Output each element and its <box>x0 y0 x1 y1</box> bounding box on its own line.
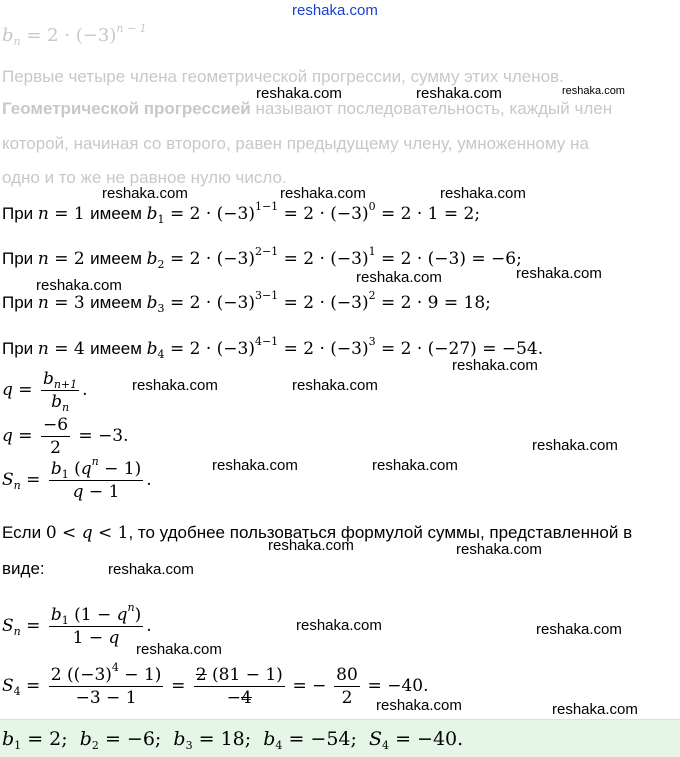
site-watermark: reshaka.com <box>132 377 218 394</box>
note-line-1: Если 0 < q < 1, то удобнее пользоваться формулой суммы, представленной в <box>2 523 633 543</box>
site-watermark: reshaka.com <box>280 185 366 202</box>
site-watermark: reshaka.com <box>552 701 638 718</box>
site-watermark: reshaka.com <box>372 457 458 474</box>
s4-fraction-2: $\frac{2 (81 - 1)}{-4}$ <box>195 665 283 708</box>
step-label: При <box>2 339 34 358</box>
site-watermark: reshaka.com <box>536 621 622 638</box>
sum-alt-fraction: $\frac{b_1 (1 - q^n)}{1 - q}$ <box>50 601 142 648</box>
site-watermark: reshaka.com <box>456 541 542 558</box>
s4-calculation: $S_4$ = $\frac{2 ((-3)^4 - 1)}{-3 - 1}$ = $\frac{2 (81 - 1)}{-4}$ = − $\frac{80}{2}$ = −40. <box>2 661 429 708</box>
definition-rest: называют последовательность, каждый член <box>250 99 613 118</box>
note-suffix: , то удобнее пользоваться формулой суммы, представленной в <box>128 523 633 542</box>
site-watermark: reshaka.com <box>212 457 298 474</box>
task-text: Первые четыре члена геометрической прогрессии, сумму этих членов. <box>2 67 564 86</box>
sum-formula: $S_n$ = $\frac{b_1 (q^n - 1)}{q - 1}$ . <box>2 455 152 502</box>
sum-fraction: $\frac{b_1 (q^n - 1)}{q - 1}$ <box>50 455 142 502</box>
answer-text: $b_1 = 2$; $b_2 = -6$; $b_3 = 18$; $b_4 = -54$; $S_4 = -40$. <box>2 728 464 752</box>
step-n1: При n = 1 имеем $b_1 = 2 \cdot (-3)^{1-1} = 2 \cdot (-3)^0 = 2 \cdot 1 = 2$; <box>2 200 481 226</box>
answer-box <box>0 719 680 757</box>
site-watermark: reshaka.com <box>268 537 354 554</box>
q-value-fraction: $\frac{-6}{2}$ <box>42 415 69 458</box>
site-watermark: reshaka.com <box>108 561 194 578</box>
step-n3: При n = 3 имеем $b_3 = 2 \cdot (-3)^{3-1} = 2 \cdot (-3)^2 = 2 \cdot 9 = 18$; <box>2 289 491 315</box>
q-fraction: $\frac{b_{n+1}}{b_n}$ <box>42 369 78 414</box>
step-label: имеем <box>90 293 142 312</box>
site-watermark: reshaka.com <box>376 697 462 714</box>
site-watermark: reshaka.com <box>356 269 442 286</box>
site-watermark: reshaka.com <box>516 265 602 282</box>
s4-fraction-3: $\frac{80}{2}$ <box>336 665 358 708</box>
step-label: имеем <box>90 204 142 223</box>
formula-header: $b_n = 2 \cdot (-3)^{n - 1}$ <box>2 22 147 48</box>
site-watermark: reshaka.com <box>562 85 625 97</box>
note-line-2: виде: <box>2 559 45 578</box>
site-watermark: reshaka.com <box>452 357 538 374</box>
site-watermark: reshaka.com <box>36 277 122 294</box>
step-label: имеем <box>90 249 142 268</box>
sum-formula-alt: $S_n$ = $\frac{b_1 (1 - q^n)}{1 - q}$ . <box>2 601 152 648</box>
site-watermark: reshaka.com <box>440 185 526 202</box>
site-watermark: reshaka.com <box>292 377 378 394</box>
site-watermark: reshaka.com <box>102 185 188 202</box>
site-watermark-top: reshaka.com <box>292 2 378 19</box>
q-value: q = $\frac{-6}{2}$ = −3. <box>2 415 129 458</box>
definition-line-3: одно и то же не равное нулю число. <box>2 168 287 187</box>
step-label: При <box>2 249 34 268</box>
q-formula: q = $\frac{b_{n+1}}{b_n}$ . <box>2 369 88 414</box>
step-label: имеем <box>90 339 142 358</box>
step-n2: При n = 2 имеем $b_2 = 2 \cdot (-3)^{2-1} = 2 \cdot (-3)^1 = 2 \cdot (-3) = -6$; <box>2 245 522 271</box>
site-watermark: reshaka.com <box>136 641 222 658</box>
step-n4: При n = 4 имеем $b_4 = 2 \cdot (-3)^{4-1} = 2 \cdot (-3)^3 = 2 \cdot (-27) = -54$. <box>2 335 544 361</box>
s4-fraction-1: $\frac{2 ((-3)^4 - 1)}{-3 - 1}$ <box>50 661 162 708</box>
step-label: При <box>2 204 34 223</box>
site-watermark: reshaka.com <box>532 437 618 454</box>
site-watermark: reshaka.com <box>296 617 382 634</box>
definition-term: Геометрической прогрессией <box>2 99 251 118</box>
note-prefix: Если <box>2 523 42 542</box>
definition-line-2: которой, начиная со второго, равен предыдущему члену, умноженному на <box>2 134 589 153</box>
site-watermark: reshaka.com <box>416 85 502 102</box>
site-watermark: reshaka.com <box>256 85 342 102</box>
step-label: При <box>2 293 34 312</box>
